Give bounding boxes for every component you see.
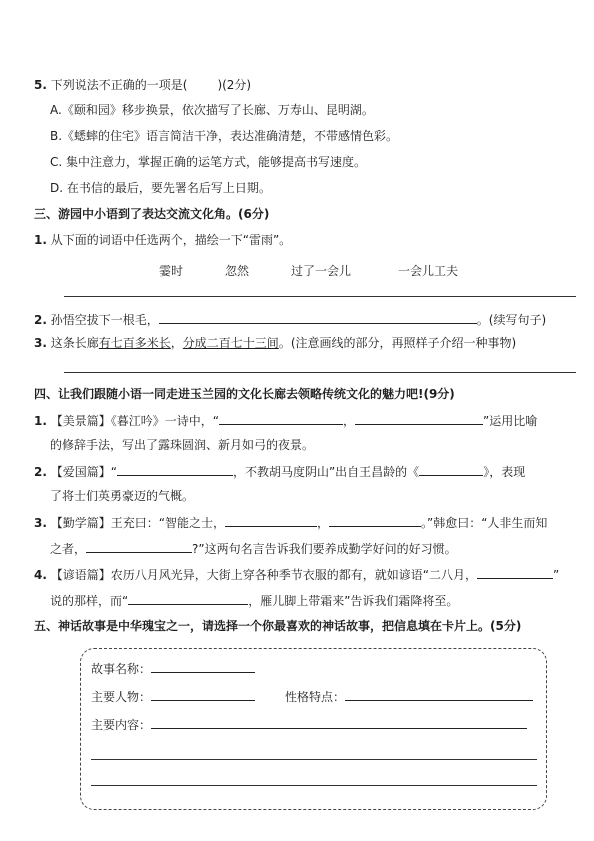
traits-blank[interactable]	[345, 687, 533, 701]
section-3-heading: 三、游园中小语到了表达交流文化角。(6分)	[34, 207, 270, 221]
q5-answer-blank[interactable]	[187, 76, 217, 89]
content-blank[interactable]	[151, 715, 527, 729]
sec4-item-1-cont: 的修辞手法，写出了露珠圆润、新月如弓的夜景。	[50, 438, 315, 452]
sec3-q1: 1. 从下面的词语中任选两个，描绘一下“雷雨”。	[34, 233, 292, 247]
q5-option-a: A.《颐和园》移步换景，依次描写了长廊、万寿山、昆明湖。	[50, 103, 374, 117]
sec4-i3-blank-1[interactable]	[225, 513, 317, 527]
word-option-1: 霎时	[159, 264, 184, 278]
sec3-q1-answer-line[interactable]	[64, 296, 576, 297]
characters-row: 主要人物：	[91, 687, 255, 706]
word-option-3: 过了一会儿	[291, 264, 352, 278]
sec4-item-3-cont: 之者， ?”这两句名言告诉我们要养成勤学好问的好习惯。	[50, 539, 457, 558]
sec3-q3: 3. 这条长廊有七百多米长，分成二百七十三间。(注意画线的部分，再照样子介绍一种事物)	[34, 336, 517, 350]
story-name-row: 故事名称：	[91, 659, 255, 678]
story-name-blank[interactable]	[151, 659, 255, 673]
sec3-q3-answer-line[interactable]	[64, 372, 576, 373]
q5-option-c: C. 集中注意力，掌握正确的运笔方式，能够提高书写速度。	[50, 155, 367, 169]
sec4-i4-blank-2[interactable]	[128, 591, 248, 605]
traits-row: 性格特点：	[285, 687, 533, 706]
sec3-q2-blank[interactable]	[159, 310, 477, 324]
word-option-2: 忽然	[225, 264, 250, 278]
section-4-heading: 四、让我们跟随小语一同走进玉兰园的文化长廊去领略传统文化的魅力吧!(9分)	[34, 387, 455, 401]
story-info-card	[80, 648, 547, 810]
content-line-2[interactable]	[91, 759, 537, 760]
q5-option-d: D. 在书信的最后，要先署名后写上日期。	[50, 181, 271, 195]
q5-option-b: B.《蟋蟀的住宅》语言简洁干净，表达准确清楚，不带感情色彩。	[50, 129, 399, 143]
word-option-4: 一会儿工夫	[398, 264, 459, 278]
sec4-i4-blank-1[interactable]	[477, 565, 553, 579]
sec4-i1-blank-1[interactable]	[219, 411, 343, 425]
sec4-i2-blank-2[interactable]	[419, 462, 483, 476]
sec4-item-2: 2. 【爱国篇】“ ，不教胡马度阴山”出自王昌龄的《 》，表现	[34, 462, 525, 481]
sec4-item-3: 3. 【勤学篇】王充曰：“智能之士， ， 。”韩愈曰：“人非生而知	[34, 513, 547, 532]
sec4-i2-blank-1[interactable]	[117, 462, 233, 476]
content-line-3[interactable]	[91, 785, 537, 786]
sec3-q2: 2. 孙悟空拔下一根毛， 。(续写句子)	[34, 310, 546, 329]
sec4-i1-blank-2[interactable]	[355, 411, 483, 425]
sec4-item-1: 1. 【美景篇】《暮江吟》一诗中，“ ， ”运用比喻	[34, 411, 537, 430]
section-5-heading: 五、神话故事是中华瑰宝之一，请选择一个你最喜欢的神话故事，把信息填在卡片上。(5分)	[34, 619, 522, 633]
sec4-item-2-cont: 了将士们英勇豪迈的气概。	[50, 489, 195, 503]
characters-blank[interactable]	[151, 687, 255, 701]
sec4-i3-blank-2[interactable]	[329, 513, 421, 527]
sec4-item-4-cont: 说的那样，而“ ，雁儿脚上带霜来”告诉我们霜降将至。	[50, 591, 458, 610]
sec4-i3-blank-3[interactable]	[86, 539, 192, 553]
content-row: 主要内容：	[91, 715, 527, 734]
q5-stem: 5. 下列说法不正确的一项是( )(2分)	[34, 78, 252, 92]
sec4-item-4: 4. 【谚语篇】农历八月风光异，大街上穿各种季节衣服的都有，就如谚语“二八月， ”	[34, 565, 559, 584]
